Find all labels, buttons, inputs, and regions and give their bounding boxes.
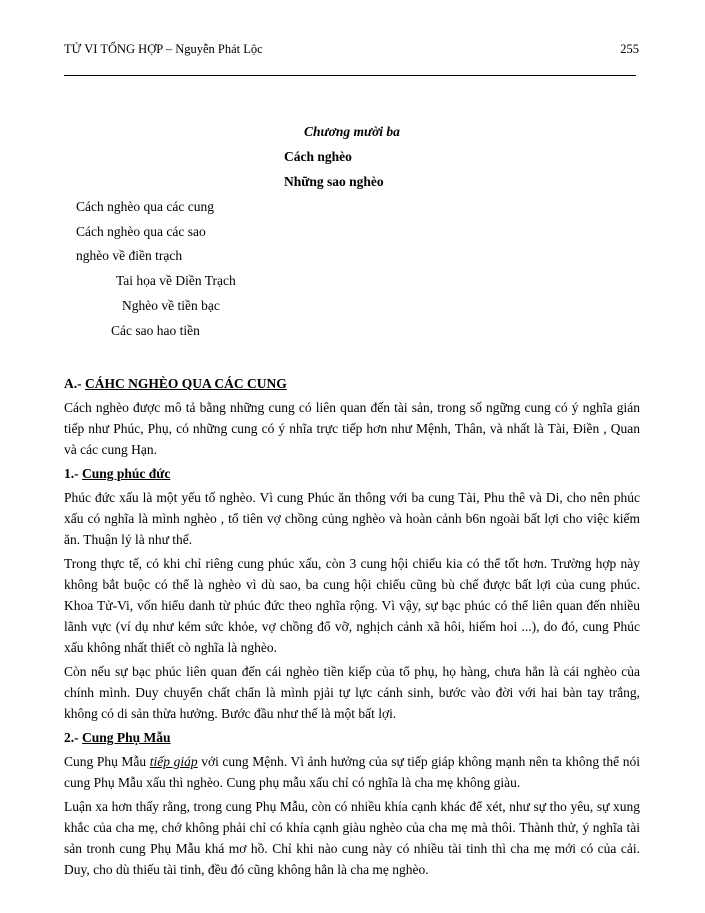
toc-item: Cách nghèo qua các cung xyxy=(76,199,214,214)
chapter-subtitle-2: Những sao nghèo xyxy=(284,174,384,189)
section-1-prefix: 1.- xyxy=(64,466,82,481)
section-a-intro: Cách nghèo được mô tả bằng những cung có liên quan đến tài sản, trong số ngững cung có ý nghĩa gián tiếp như Phúc, Phụ, có những cung có ý nhĩa trực tiếp hơn như Mệnh, Thân, và nhất là Tài, Điền , Quan và các cung Hạn. xyxy=(64,400,640,457)
section-2-paragraph-2: Luận xa hơn thấy rằng, trong cung Phụ Mẫu, còn có nhiều khía cạnh khác để xét, như sự tho yêu, sự xung khắc của cha mẹ, chớ không phải chỉ có khía cạnh giàu nghèo của cha mẹ mà thôi. Thành thử, ý nghĩa tài sản tronh cung Phụ Mẫu khá mơ hồ. Chỉ khi nào cung này có nhiều tài tinh thì cha mẹ mới có của cải. Duy, cho dù thiếu tài tinh, đều đó cũng không hẳn là cha mẹ nghèo. xyxy=(64,799,640,877)
section-1-paragraph-1: Phúc đức xấu là một yếu tố nghèo. Vì cung Phúc ăn thông với ba cung Tài, Phu thê và Di, cho nên phúc xấu có nghĩa là mình nghèo , tổ tiên vợ chồng củng nghèo và hoàn cảnh b6n ngoài bất lợi cho việc kiếm ăn. Thuận lý là như thế. xyxy=(64,490,640,547)
header-rule xyxy=(64,75,636,76)
section-a-title: CÁHC NGHÈO QUA CÁC CUNG xyxy=(85,376,287,391)
toc-item: nghèo về điền trạch xyxy=(76,248,183,263)
section-2-p1-start: Cung Phụ Mẫu xyxy=(64,754,150,769)
section-2-heading xyxy=(64,727,640,748)
section-2-title: Cung Phụ Mẫu xyxy=(82,730,171,745)
section-1-title: Cung phúc đức xyxy=(82,466,171,481)
running-title: TỬ VI TỔNG HỢP – Nguyễn Phát Lộc xyxy=(64,42,263,56)
body-text xyxy=(64,373,640,883)
section-2-p1-end: với cung Mệnh. Vì ảnh hưởng của sự tiếp giáp không mạnh nên ta không thể nói cung Phụ Mẫu xấu thì nghèo. Cung phụ mẫu xấu chỉ có nghĩa là cha mẹ không giàu. xyxy=(64,754,641,790)
section-a-prefix: A.- xyxy=(64,376,85,391)
section-2-prefix: 2.- xyxy=(64,730,82,745)
chapter-title: Chương mười ba xyxy=(304,124,400,139)
chapter-subtitle-1: Cách nghèo xyxy=(284,149,352,164)
toc-item: Tai họa về Diền Trạch xyxy=(116,273,236,288)
section-a-heading xyxy=(64,373,640,394)
toc-item: Nghèo về tiền bạc xyxy=(122,298,220,313)
section-1-paragraph-2: Trong thực tế, có khi chỉ riêng cung phúc xấu, còn 3 cung hội chiếu kia có thể tốt hơn. Trường hợp này không bắt buộc có thể là nghèo vì dù sao, ba cung hội chiếu cũng bù chế được bất lợi của cung phúc. Khoa Tử-Vi, vốn hiểu danh từ phúc đức theo nghĩa rộng. Vì vậy, sự bạc phúc có thể liên quan đến nhiều lãnh vực (ví dụ như kém sức khỏe, vợ chồng đổ vỡ, nghịch cảnh xã hôi, hiếm hoi ...), do đó, cung Phúc xấu không nhất thiết cò nghĩa là nghèo. xyxy=(64,556,640,655)
section-1-heading xyxy=(64,463,640,484)
section-1-paragraph-3: Còn nếu sự bạc phúc liên quan đến cái nghèo tiền kiếp của tổ phụ, họ hàng, chưa hẳn là cái nghèo của chính mình. Duy chuyển chất chẩn là mình pjải tự lực cánh sinh, bước vào đời với hai bàn tay trắng, không có di sản thừa hưởng. Bước đầu như thế là một bất lợi. xyxy=(64,664,640,721)
section-2-paragraph-1 xyxy=(64,751,640,793)
toc-item: Các sao hao tiền xyxy=(111,323,200,338)
section-2-p1-emphasis: tiếp giáp xyxy=(149,754,198,769)
toc-item: Cách nghèo qua các sao xyxy=(76,224,206,239)
page-number: 255 xyxy=(620,42,639,56)
